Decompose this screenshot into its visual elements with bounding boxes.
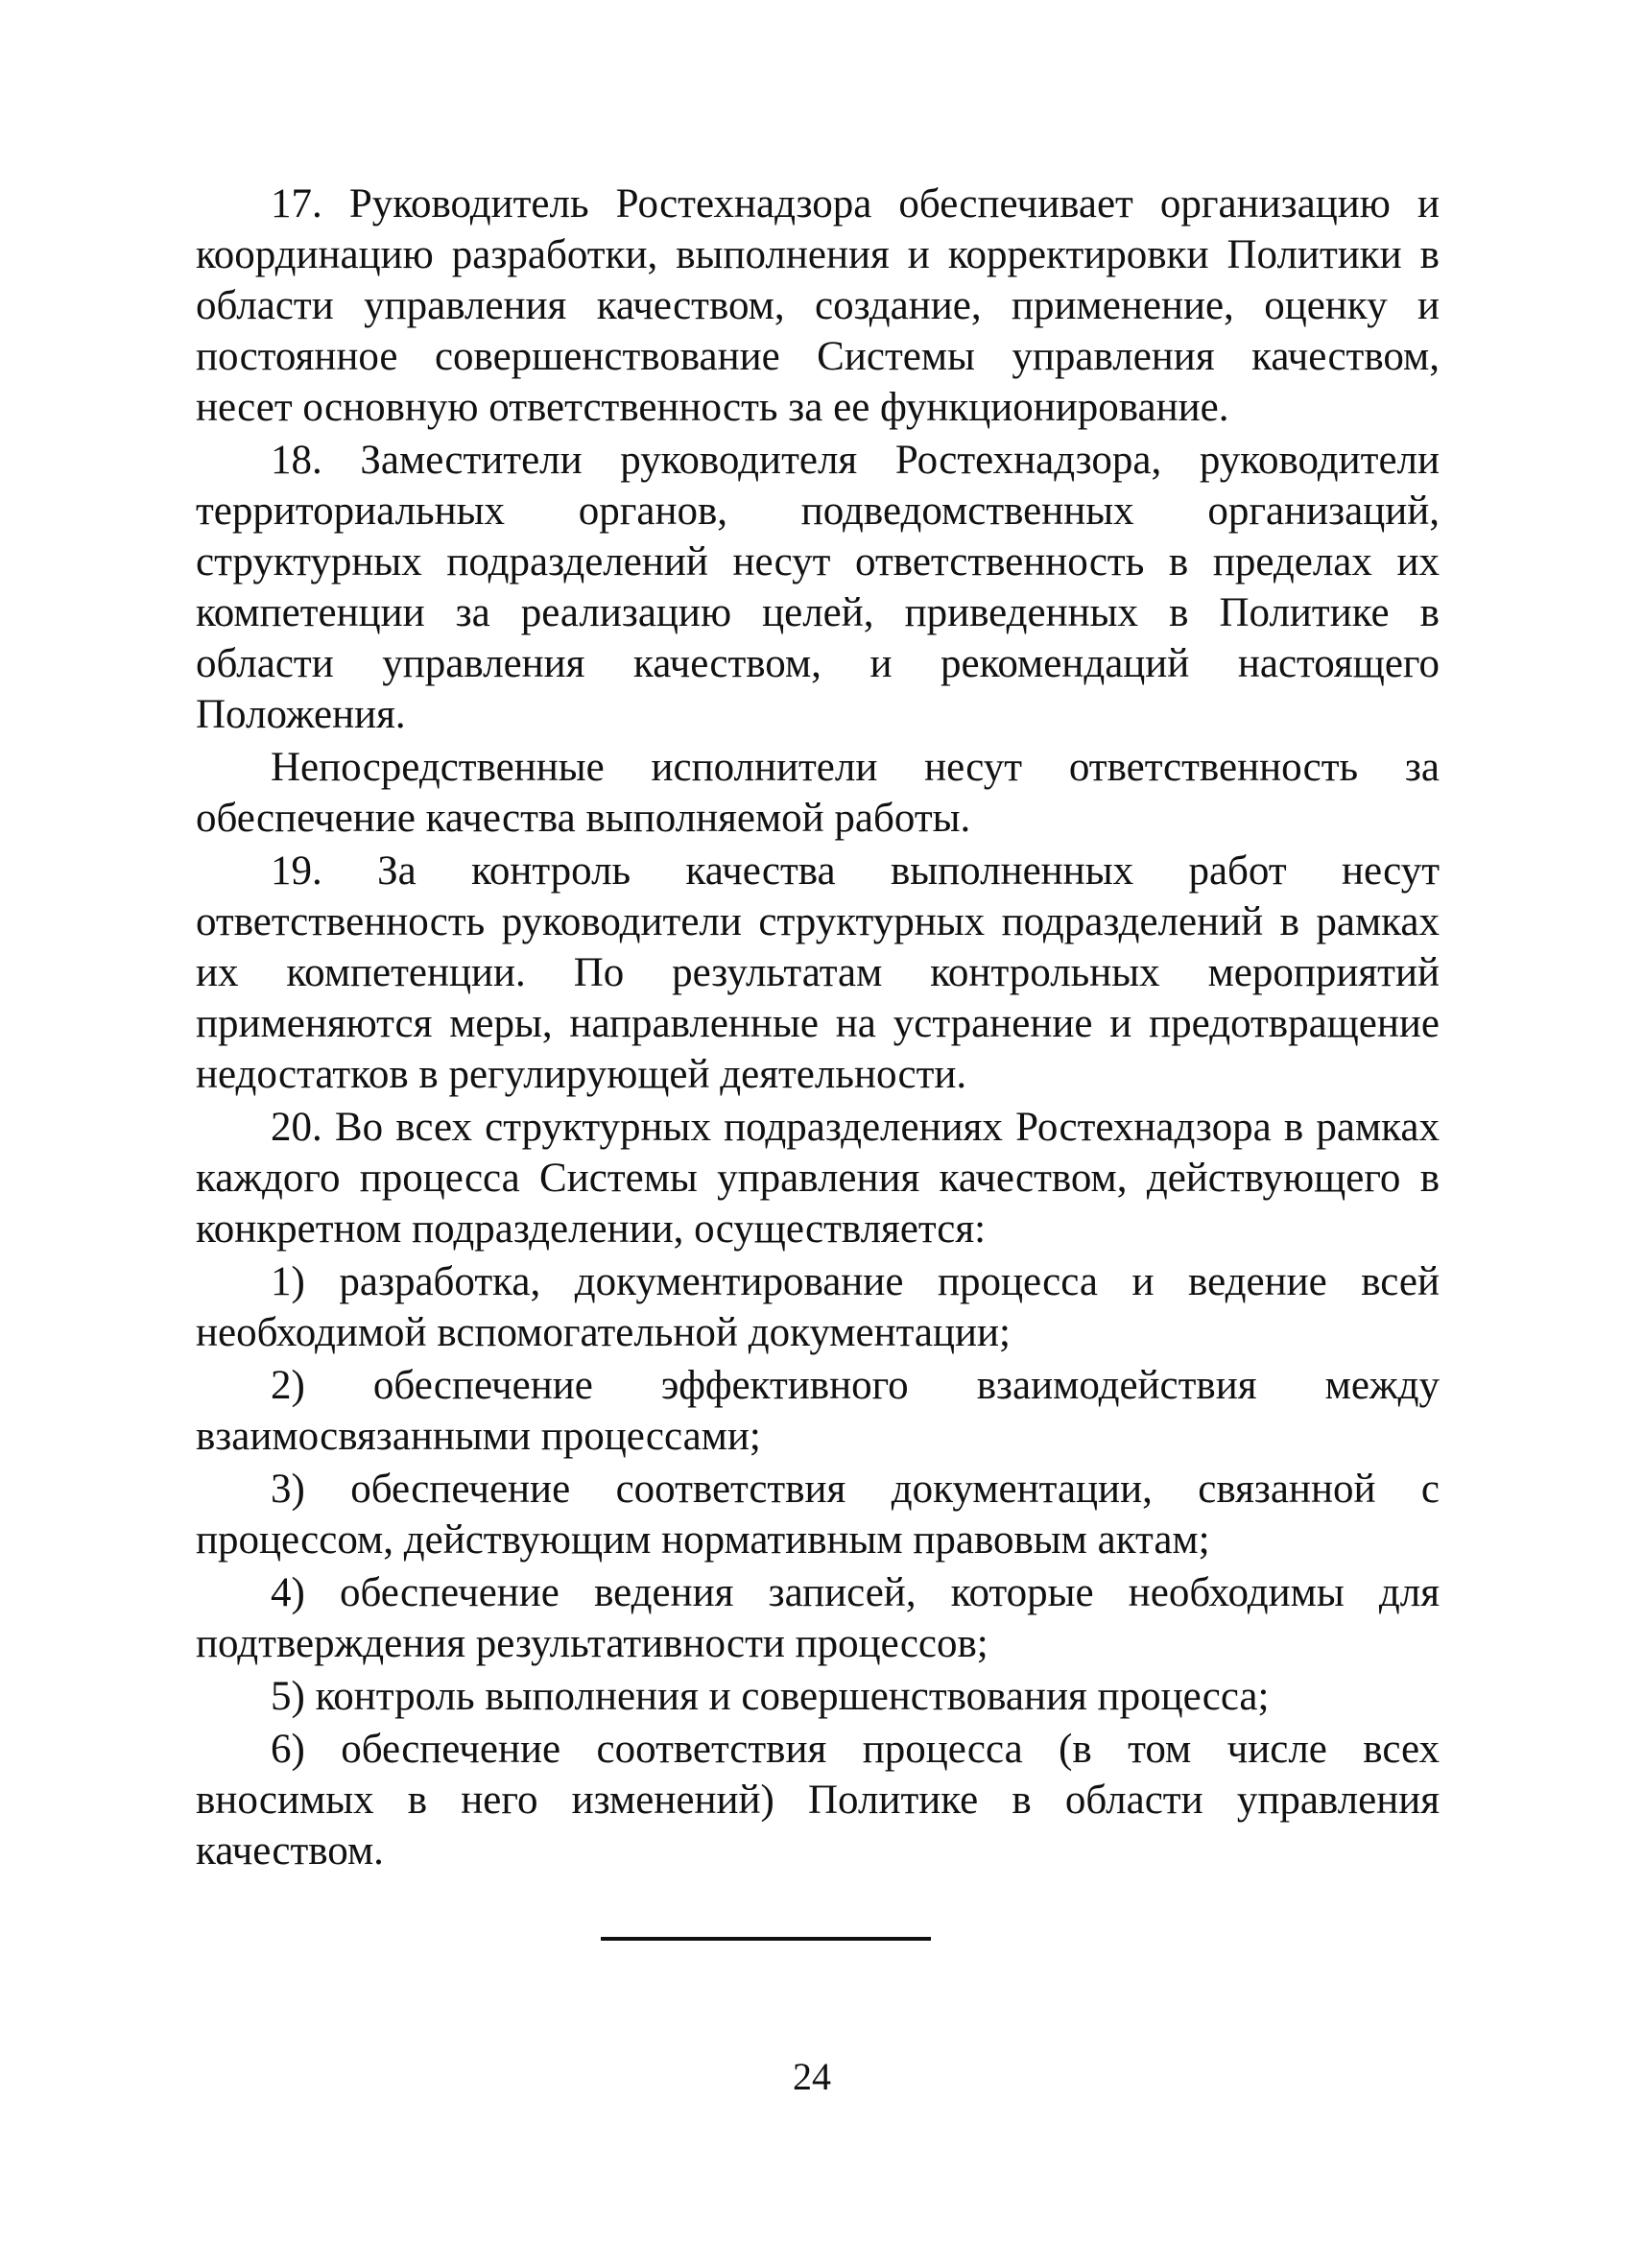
paragraph-19: 19. За контроль качества выполненных работ несут ответственность руководители структурных подразделений в рамках их компетенции. По результатам контрольных мероприятий применяются меры, направленные на устранение и предотвращение недостатков в регулирующей деятельности.: [196, 848, 1440, 1097]
document-body: [196, 179, 1440, 1876]
page-number: 24: [793, 2055, 831, 2098]
paragraph-17: 17. Руководитель Ростехнадзора обеспечивает организацию и координацию разработки, выполнения и корректировки Политики в области управления качеством, создание, применение, оценку и постоянное совершенствование Системы управления качеством, несет основную ответственность за ее функционирование.: [196, 181, 1440, 430]
list-item-1: 1) разработка, документирование процесса и ведение всей необходимой вспомогательной документации;: [196, 1259, 1440, 1355]
list-item-3: 3) обеспечение соответствия документации, связанной с процессом, действующим нормативным правовым актам;: [196, 1467, 1440, 1563]
list-item-2: 2) обеспечение эффективного взаимодействия между взаимосвязанными процессами;: [196, 1363, 1440, 1459]
list-item-5: 5) контроль выполнения и совершенствования процесса;: [271, 1674, 1270, 1719]
paragraph-20: 20. Во всех структурных подразделениях Ростехнадзора в рамках каждого процесса Системы управления качеством, действующего в конкретном подразделении, осуществляется:: [196, 1105, 1440, 1252]
list-item-6: 6) обеспечение соответствия процесса (в том числе всех вносимых в него изменений) Политике в области управления качеством.: [196, 1727, 1440, 1874]
list-item-4: 4) обеспечение ведения записей, которые необходимы для подтверждения результативности процессов;: [196, 1570, 1440, 1666]
paragraph-executors: Непосредственные исполнители несут ответственность за обеспечение качества выполняемой работы.: [196, 745, 1440, 841]
paragraph-18: 18. Заместители руководителя Ростехнадзора, руководители территориальных органов, подведомственных организаций, структурных подразделений несут ответственность в пределах их компетенции за реализацию целей, приведенных в Политике в области управления качеством, и рекомендаций настоящего Положения.: [196, 438, 1440, 737]
end-divider: [601, 1937, 931, 1941]
